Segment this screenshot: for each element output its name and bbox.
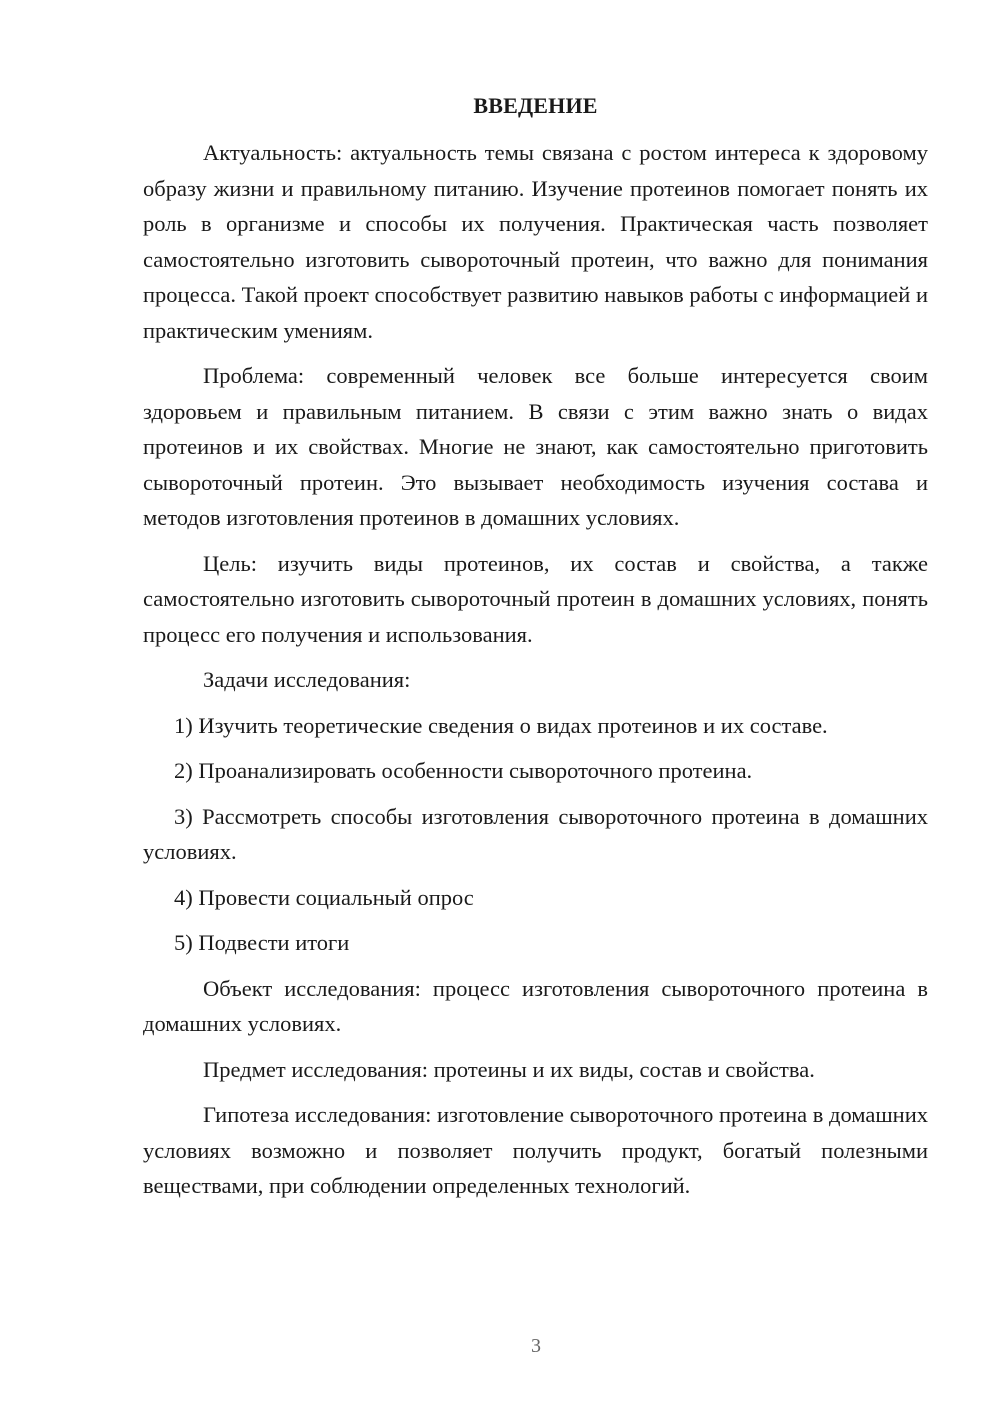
task-item-1: 1) Изучить теоретические сведения о видах протеинов и их составе. [174,712,828,738]
paragraph-relevance: Актуальность: актуальность темы связана с ростом интереса к здоровому образу жизни и правильному питанию. Изучение протеинов помогает понять их роль в организме и способы их получения. Практическая часть позволяет самостоятельно изготовить сывороточный протеин, что важно для понимания процесса. Такой проект способствует развитию навыков работы с информацией и практическим умениям. [143,140,928,343]
task-item-5: 5) Подвести итоги [174,930,350,955]
page-number: 3 [531,1335,541,1357]
paragraph-goal: Цель: изучить виды протеинов, их состав и свойства, а также самостоятельно изготовить сывороточный протеин в домашних условиях, понять процесс его получения и использования. [143,550,928,647]
page-content [143,93,928,1204]
tasks-heading: Задачи исследования: [203,667,411,692]
paragraph-subject: Предмет исследования: протеины и их виды, состав и свойства. [203,1056,815,1082]
task-item-2: 2) Проанализировать особенности сывороточного протеина. [174,758,753,783]
page-title: ВВЕДЕНИЕ [473,93,598,118]
paragraph-object: Объект исследования: процесс изготовления сывороточного протеина в домашних условиях. [143,975,928,1036]
paragraph-problem: Проблема: современный человек все больше интересуется своим здоровьем и правильным питанием. В связи с этим важно знать о видах протеинов и их свойствах. Многие не знают, как самостоятельно приготовить сывороточный протеин. Это вызывает необходимость изучения состава и методов изготовления протеинов в домашних условиях. [143,363,928,530]
task-item-4: 4) Провести социальный опрос [174,884,474,910]
paragraph-hypothesis: Гипотеза исследования: изготовление сывороточного протеина в домашних условиях возможно и позволяет получить продукт, богатый полезными веществами, при соблюдении определенных технологий. [143,1102,928,1198]
task-item-3: 3) Рассмотреть способы изготовления сывороточного протеина в домашних условиях. [143,803,928,864]
